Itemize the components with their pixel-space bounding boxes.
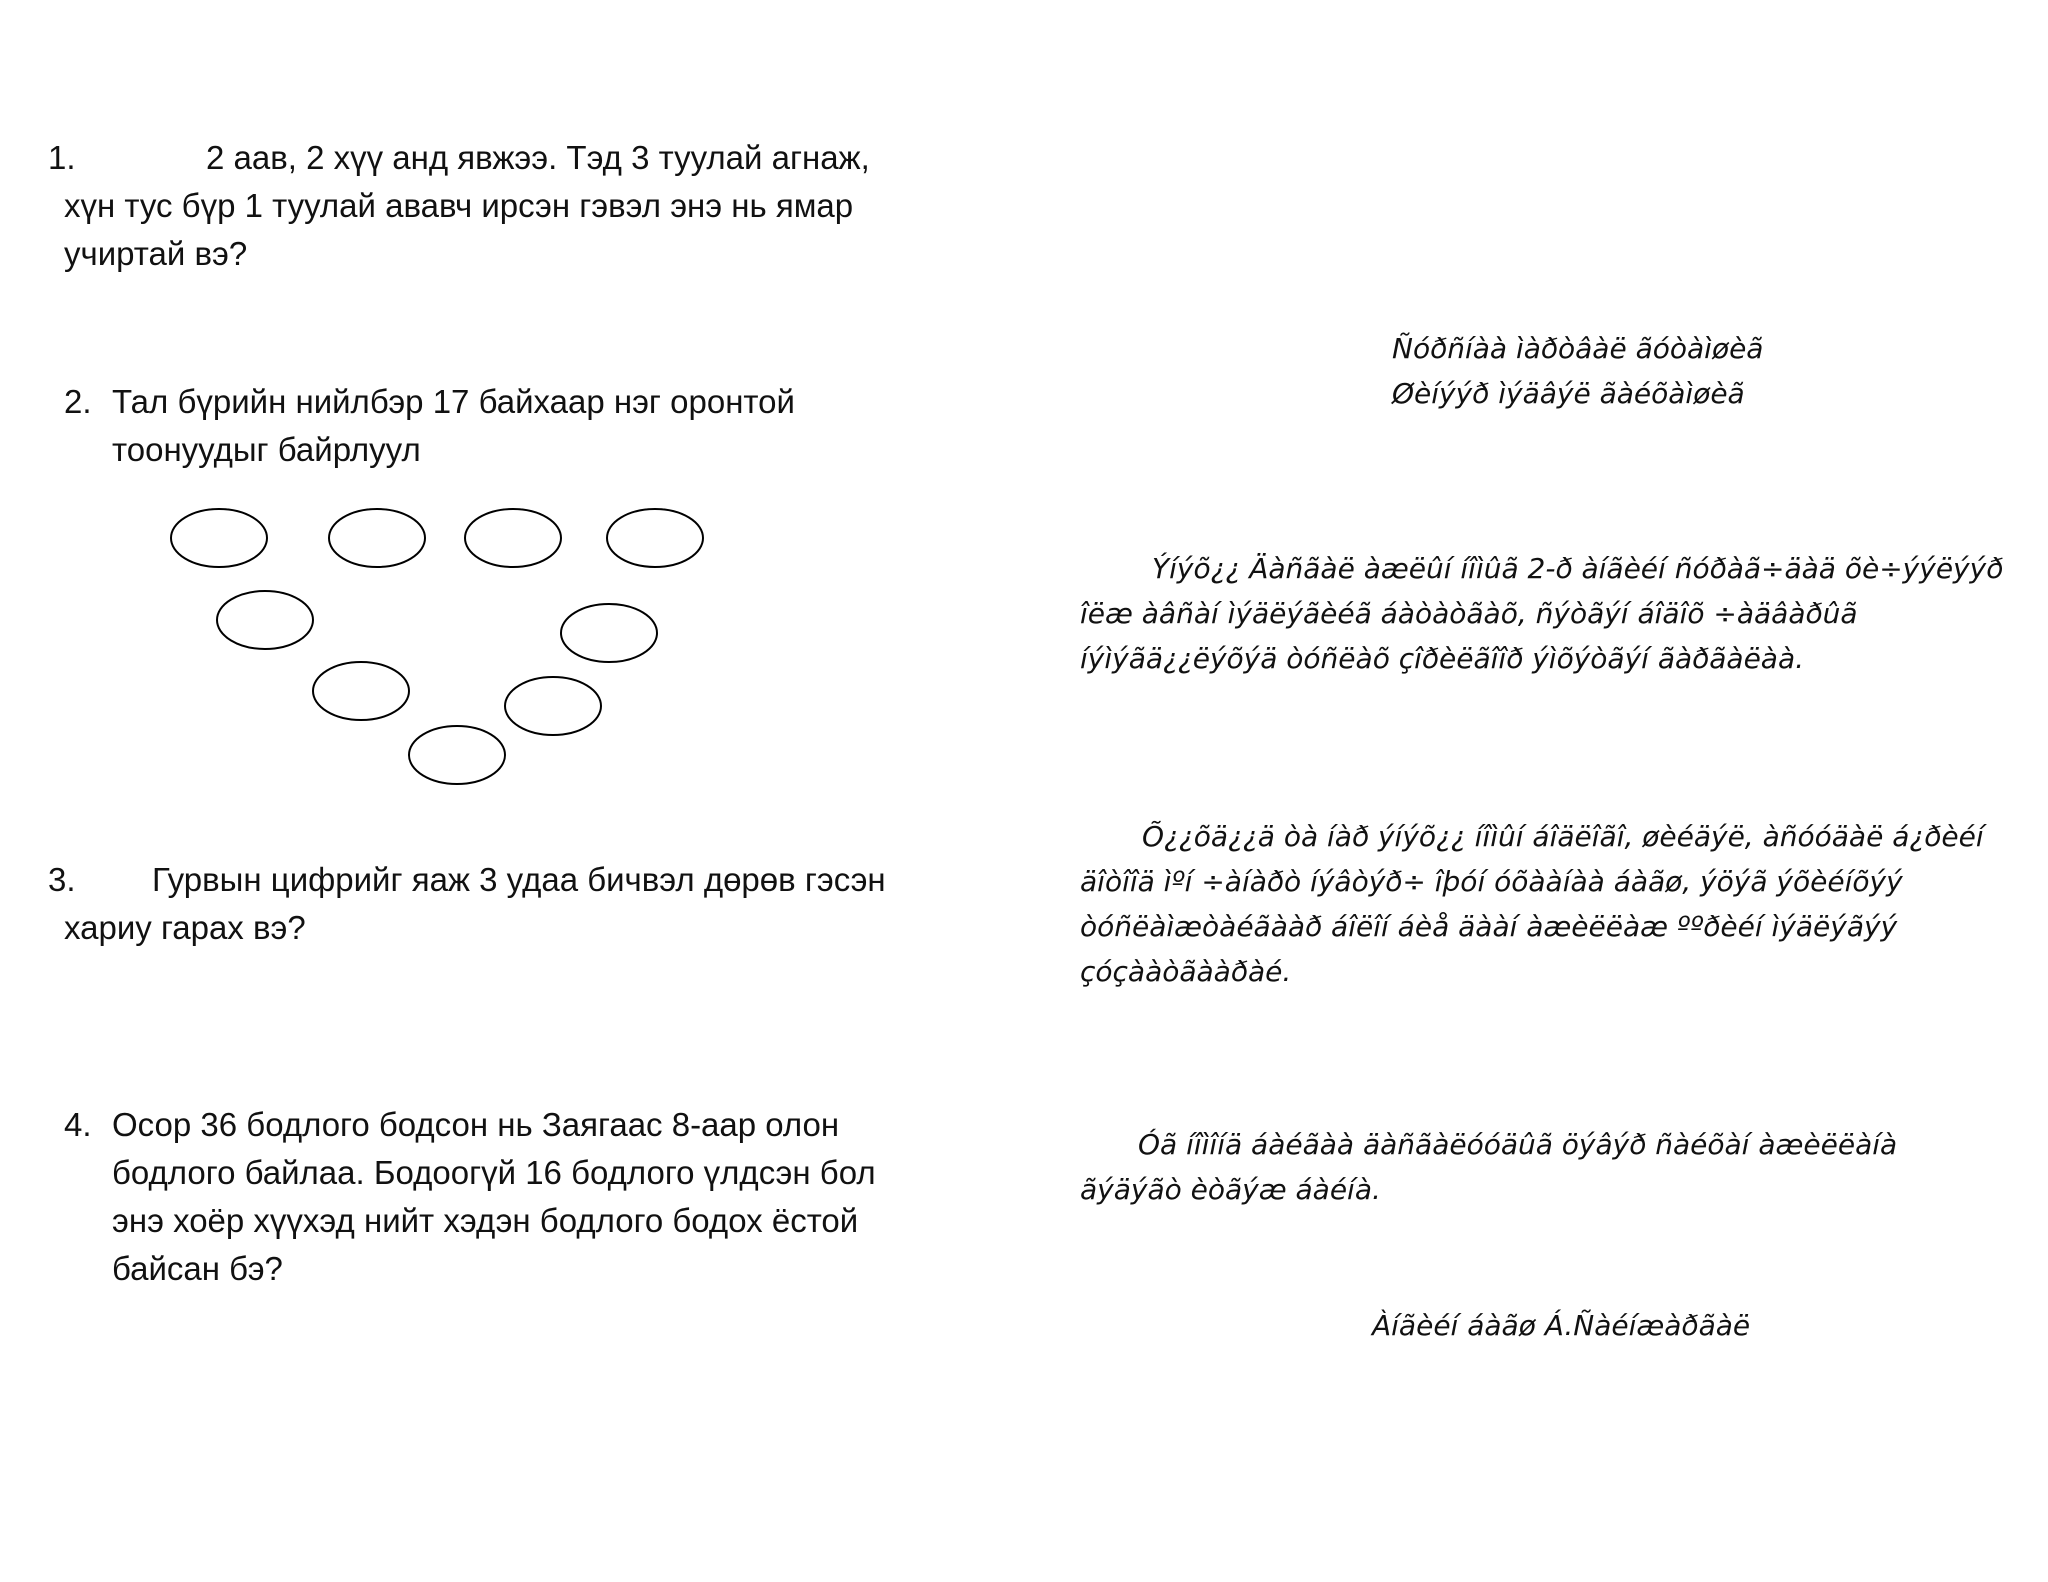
teacher-signature [1372,1303,1750,1348]
question-2-number: 2. [64,383,92,420]
question-3-number: 3. [48,861,76,898]
question-4-line-3: энэ хоёр хүүхэд нийт хэдэн бодлого бодох ёстой [112,1202,859,1239]
motto-line-1: Ñóðñíàà ìàðòâàë ãóòàìøèã [1392,332,1764,365]
intro-line-3: íýìýãä¿¿ëýõýä òóñëàõ çîðèëãîîð ýìõýòãýí ãàðãàëàà. [1080,642,1805,675]
exercises-line-2: ãýäýãò èòãýæ áàéíà. [1080,1173,1381,1206]
intro-paragraph [1080,546,2003,681]
question-3-line-2: хариу гарах вэ? [64,909,306,946]
oval-1[interactable] [171,509,267,567]
oval-2[interactable] [329,509,425,567]
question-4-line-2: бодлого байлаа. Бодоогүй 16 бодлого үлдсэн бол [112,1154,876,1191]
motto-line-2: Øèíýýð ìýäâýë ãàéõàìøèã [1392,377,1745,410]
exercises-paragraph [1080,1122,1897,1212]
question-4-line-1: Осор 36 бодлого бодсон нь Заягаас 8-аар олон [112,1106,840,1143]
children-line-3: òóñëàìæòàéãààð áîëîí áèå äààí àæèëëàæ ººðèéí ìýäëýãýý [1080,910,1898,943]
oval-5[interactable] [217,591,313,649]
oval-6[interactable] [561,604,657,662]
question-3 [48,856,886,952]
motto-text [1392,326,1763,416]
oval-8[interactable] [505,677,601,735]
oval-4[interactable] [607,509,703,567]
children-line-2: äîòîîä ìºí ÷àíàðò íýâòýð÷ îþóí óõààíàà áàãø, ýöýã ýõèéíõýý [1080,865,1903,898]
oval-9[interactable] [409,726,505,784]
question-3-line-1: Гурвын цифрийг яаж 3 удаа бичвэл дөрөв гэсэн [152,861,886,898]
question-1-line-3: учиртай вэ? [64,235,248,272]
intro-line-1: Ýíýõ¿¿ Äàñãàë àæëûí íîìûã 2-ð àíãèéí ñóðàã÷äàä õè÷ýýëýýð [1152,552,2004,585]
question-4-number: 4. [64,1106,92,1143]
question-1-line-2: хүн тус бүр 1 туулай ававч ирсэн гэвэл энэ нь ямар [64,187,854,224]
children-line-1: Õ¿¿õä¿¿ä òà íàð ýíýõ¿¿ íîìûí áîäëîãî, øèéäýë, àñóóäàë á¿ðèéí [1142,820,1984,853]
children-line-4: çóçààòãààðàé. [1080,955,1292,988]
exercises-line-1: Óã íîìîíä áàéãàà äàñãàëóóäûã öýâýð ñàéõàí àæèëëàíà [1138,1128,1898,1161]
question-1-line-1: 2 аав, 2 хүү анд явжээ. Тэд 3 туулай агнаж, [206,139,870,176]
intro-line-2: îëæ àâñàí ìýäëýãèéã áàòàòãàõ, ñýòãýí áîäîõ ÷àäâàðûã [1080,597,1858,630]
question-4 [64,1101,876,1293]
children-paragraph [1080,814,1984,994]
teacher-line: Àíãèéí áàãø Á.Ñàéíæàðãàë [1372,1309,1751,1342]
question-2-line-2: тоонуудыг байрлуул [112,431,421,468]
question-2-line-1: Тал бүрийн нийлбэр 17 байхаар нэг оронтой [112,383,795,420]
question-4-line-4: байсан бэ? [112,1250,283,1287]
question-1-number: 1. [48,139,76,176]
oval-3[interactable] [465,509,561,567]
oval-7[interactable] [313,662,409,720]
